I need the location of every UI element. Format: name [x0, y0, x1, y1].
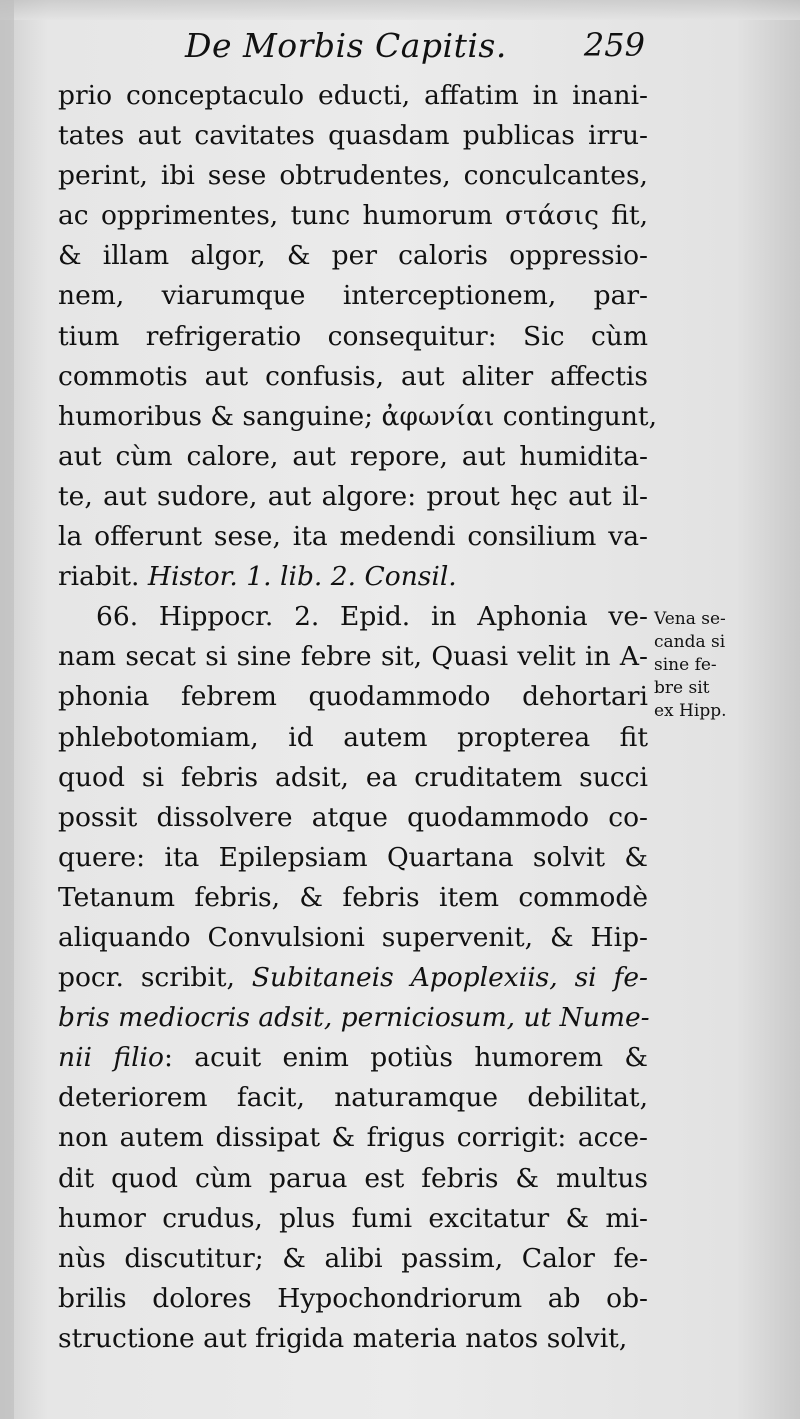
text-line: structione aut frigida materia natos solvit,: [58, 1322, 628, 1354]
text-line: nii filio: acuit enim potiùs humorem &: [58, 1042, 648, 1074]
text-line: non autem dissipat & frigus corrigit: acce-: [58, 1122, 648, 1154]
text-line: humor crudus, plus fumi excitatur & mi-: [58, 1202, 648, 1234]
text-line: ac opprimentes, tunc humorum στάσις fit,: [58, 200, 648, 232]
text-line: nam secat si sine febre sit, Quasi velit in A-: [58, 641, 648, 673]
main-text-block: [58, 76, 657, 1359]
text-line: prio conceptaculo educti, affatim in inani-: [58, 80, 648, 111]
text-line: perint, ibi sese obtrudentes, conculcantes,: [58, 160, 648, 192]
margin-note-line: Vena se-: [654, 609, 726, 629]
margin-note-line: bre sit: [654, 678, 710, 698]
running-title: De Morbis Capitis.: [185, 26, 507, 65]
text-line: nùs discutitur; & alibi passim, Calor fe-: [58, 1242, 648, 1274]
text-line: aliquando Convulsioni supervenit, & Hip-: [58, 921, 648, 953]
text-line: phonia febrem quodammodo dehortari: [58, 681, 648, 713]
text-line: quere: ita Epilepsiam Quartana solvit &: [58, 841, 648, 873]
margin-note-line: canda si: [654, 632, 726, 652]
page-top-shadow: [0, 0, 800, 20]
page-gutter-shadow: [0, 0, 14, 1419]
text-line: bris mediocris adsit, perniciosum, ut Nume-: [58, 1002, 650, 1034]
text-line: brilis dolores Hypochondriorum ab ob-: [58, 1282, 648, 1314]
text-line: tates aut cavitates quasdam publicas irru-: [58, 120, 648, 152]
text-line: 66. Hippocr. 2. Epid. in Aphonia ve-: [96, 601, 648, 633]
text-line: possit dissolvere atque quodammodo co-: [58, 801, 648, 833]
text-line: commotis aut confusis, aut aliter affectis: [58, 360, 648, 392]
text-line: quod si febris adsit, ea cruditatem succi: [58, 761, 648, 793]
margin-note: [654, 608, 764, 723]
text-line: te, aut sudore, aut algore: prout hęc aut il-: [58, 480, 648, 512]
text-line: pocr. scribit, Subitaneis Apoplexiis, si fe-: [58, 962, 648, 994]
text-line: phlebotomiam, id autem propterea fit: [58, 721, 648, 753]
italic-citation: Subitaneis Apoplexiis, si fe-: [251, 962, 648, 994]
text-line: riabit. Histor. 1. lib. 2. Consil.: [58, 561, 457, 593]
text-line: Tetanum febris, & febris item commodè: [58, 881, 648, 913]
text-line: & illam algor, & per caloris oppressio-: [58, 240, 648, 272]
margin-note-line: sine fe-: [654, 655, 717, 675]
text-line: humoribus & sanguine; ἀφωνίαι contingunt,: [58, 400, 657, 432]
text-line: tium refrigeratio consequitur: Sic cùm: [58, 320, 648, 352]
italic-citation: nii filio: [58, 1042, 164, 1074]
page-number: 259: [583, 26, 645, 64]
text-line: deteriorem facit, naturamque debilitat,: [58, 1082, 648, 1114]
text-line: nem, viarumque interceptionem, par-: [58, 280, 648, 312]
margin-note-line: ex Hipp.: [654, 701, 727, 721]
text-line: aut cùm calore, aut repore, aut humidita-: [58, 440, 648, 472]
text-line: dit quod cùm parua est febris & multus: [58, 1162, 648, 1194]
italic-citation: Histor. 1. lib. 2. Consil.: [147, 561, 457, 593]
running-header: [185, 26, 655, 66]
text-line: la offerunt sese, ita medendi consilium va-: [58, 521, 648, 553]
